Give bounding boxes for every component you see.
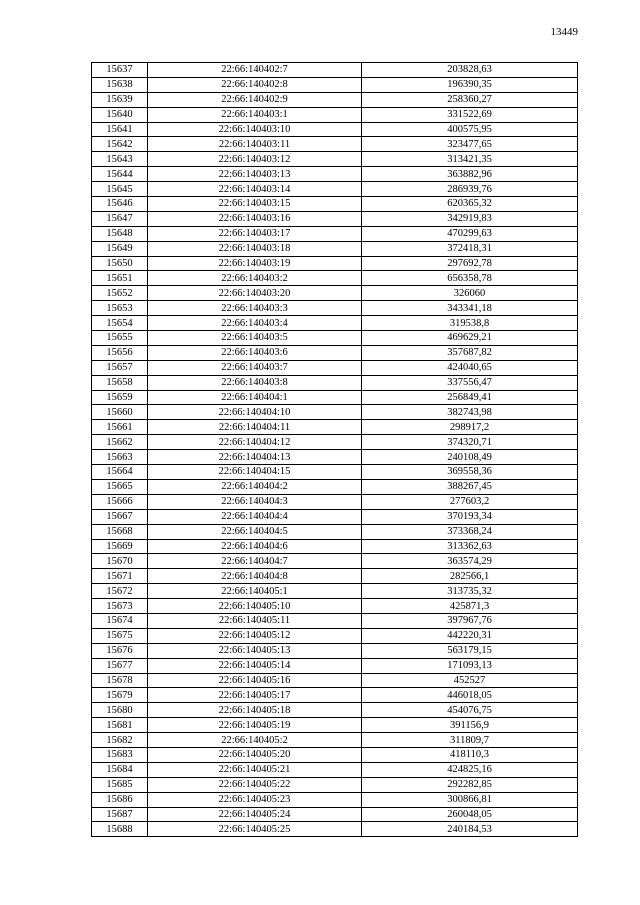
- cell-code: 22:66:140405:12: [148, 628, 362, 643]
- cell-code: 22:66:140404:13: [148, 450, 362, 465]
- cell-id: 15657: [92, 360, 148, 375]
- cell-id: 15684: [92, 762, 148, 777]
- table-row: [92, 658, 578, 673]
- cell-code: 22:66:140405:2: [148, 733, 362, 748]
- cell-code: 22:66:140405:10: [148, 599, 362, 614]
- cell-id: 15669: [92, 539, 148, 554]
- cell-value: 286939,76: [362, 182, 578, 197]
- cell-id: 15659: [92, 390, 148, 405]
- cell-value: 620365,32: [362, 197, 578, 212]
- cell-id: 15679: [92, 688, 148, 703]
- cell-value: 342919,83: [362, 211, 578, 226]
- cell-id: 15673: [92, 599, 148, 614]
- cell-id: 15644: [92, 167, 148, 182]
- cell-value: 370193,34: [362, 509, 578, 524]
- table-row: [92, 152, 578, 167]
- cell-id: 15647: [92, 211, 148, 226]
- table-row: [92, 628, 578, 643]
- cell-code: 22:66:140403:8: [148, 375, 362, 390]
- cell-id: 15670: [92, 554, 148, 569]
- cell-code: 22:66:140405:16: [148, 673, 362, 688]
- cell-code: 22:66:140405:21: [148, 762, 362, 777]
- cell-code: 22:66:140403:17: [148, 226, 362, 241]
- table-row: [92, 63, 578, 78]
- table-row: [92, 762, 578, 777]
- cell-code: 22:66:140403:3: [148, 301, 362, 316]
- cell-value: 656358,78: [362, 271, 578, 286]
- cell-id: 15662: [92, 435, 148, 450]
- table-row: [92, 524, 578, 539]
- cell-code: 22:66:140405:22: [148, 777, 362, 792]
- table-body: [92, 63, 578, 837]
- cell-id: 15667: [92, 509, 148, 524]
- table-row: [92, 241, 578, 256]
- cell-value: 311809,7: [362, 733, 578, 748]
- cell-value: 369558,36: [362, 465, 578, 480]
- cell-value: 400575,95: [362, 122, 578, 137]
- cell-id: 15651: [92, 271, 148, 286]
- cell-id: 15663: [92, 450, 148, 465]
- cell-id: 15641: [92, 122, 148, 137]
- table-row: [92, 345, 578, 360]
- cell-id: 15685: [92, 777, 148, 792]
- cell-value: 300866,81: [362, 792, 578, 807]
- cell-value: 452527: [362, 673, 578, 688]
- cell-id: 15681: [92, 718, 148, 733]
- table-row: [92, 733, 578, 748]
- cell-code: 22:66:140403:16: [148, 211, 362, 226]
- cell-value: 240184,53: [362, 822, 578, 837]
- cell-value: 292282,85: [362, 777, 578, 792]
- table-row: [92, 122, 578, 137]
- table-row: [92, 479, 578, 494]
- cell-id: 15638: [92, 77, 148, 92]
- cell-code: 22:66:140403:4: [148, 316, 362, 331]
- cell-code: 22:66:140404:6: [148, 539, 362, 554]
- cell-id: 15665: [92, 479, 148, 494]
- cell-id: 15637: [92, 63, 148, 78]
- cell-value: 563179,15: [362, 643, 578, 658]
- cell-code: 22:66:140404:11: [148, 420, 362, 435]
- cell-code: 22:66:140404:7: [148, 554, 362, 569]
- cell-code: 22:66:140404:10: [148, 405, 362, 420]
- cell-value: 323477,65: [362, 137, 578, 152]
- cell-id: 15648: [92, 226, 148, 241]
- table-row: [92, 197, 578, 212]
- cell-id: 15650: [92, 256, 148, 271]
- table-row: [92, 494, 578, 509]
- cell-id: 15655: [92, 331, 148, 346]
- cell-value: 382743,98: [362, 405, 578, 420]
- cell-value: 343341,18: [362, 301, 578, 316]
- cell-value: 282566,1: [362, 569, 578, 584]
- table-row: [92, 792, 578, 807]
- cell-value: 373368,24: [362, 524, 578, 539]
- cell-code: 22:66:140405:25: [148, 822, 362, 837]
- table-row: [92, 420, 578, 435]
- table-row: [92, 718, 578, 733]
- table-row: [92, 331, 578, 346]
- cell-value: 326060: [362, 286, 578, 301]
- table-row: [92, 256, 578, 271]
- cell-value: 331522,69: [362, 107, 578, 122]
- cell-id: 15678: [92, 673, 148, 688]
- cell-code: 22:66:140403:14: [148, 182, 362, 197]
- cell-code: 22:66:140404:2: [148, 479, 362, 494]
- cell-value: 454076,75: [362, 703, 578, 718]
- cell-value: 388267,45: [362, 479, 578, 494]
- cell-value: 171093,13: [362, 658, 578, 673]
- cell-value: 196390,35: [362, 77, 578, 92]
- cell-code: 22:66:140403:7: [148, 360, 362, 375]
- cell-code: 22:66:140405:14: [148, 658, 362, 673]
- cell-id: 15677: [92, 658, 148, 673]
- cell-value: 424040,65: [362, 360, 578, 375]
- table-row: [92, 613, 578, 628]
- cell-code: 22:66:140403:6: [148, 345, 362, 360]
- cell-id: 15658: [92, 375, 148, 390]
- table-row: [92, 137, 578, 152]
- cell-code: 22:66:140405:23: [148, 792, 362, 807]
- cell-id: 15672: [92, 584, 148, 599]
- cell-code: 22:66:140404:3: [148, 494, 362, 509]
- cell-id: 15660: [92, 405, 148, 420]
- cell-code: 22:66:140404:15: [148, 465, 362, 480]
- table-row: [92, 777, 578, 792]
- table-row: [92, 360, 578, 375]
- table-row: [92, 465, 578, 480]
- table-row: [92, 509, 578, 524]
- table-row: [92, 77, 578, 92]
- cell-code: 22:66:140405:11: [148, 613, 362, 628]
- cell-value: 469629,21: [362, 331, 578, 346]
- cell-value: 313735,32: [362, 584, 578, 599]
- cell-value: 240108,49: [362, 450, 578, 465]
- cell-value: 397967,76: [362, 613, 578, 628]
- cell-id: 15687: [92, 807, 148, 822]
- cell-id: 15676: [92, 643, 148, 658]
- cell-value: 363574,29: [362, 554, 578, 569]
- cell-code: 22:66:140403:11: [148, 137, 362, 152]
- cell-code: 22:66:140405:1: [148, 584, 362, 599]
- cell-value: 203828,63: [362, 63, 578, 78]
- cell-code: 22:66:140403:15: [148, 197, 362, 212]
- cell-code: 22:66:140404:5: [148, 524, 362, 539]
- cell-code: 22:66:140403:12: [148, 152, 362, 167]
- table-row: [92, 390, 578, 405]
- cell-code: 22:66:140405:18: [148, 703, 362, 718]
- cell-id: 15640: [92, 107, 148, 122]
- cell-value: 363882,96: [362, 167, 578, 182]
- cell-id: 15668: [92, 524, 148, 539]
- table-row: [92, 167, 578, 182]
- cell-value: 374320,71: [362, 435, 578, 450]
- table-row: [92, 182, 578, 197]
- cell-value: 337556,47: [362, 375, 578, 390]
- table-row: [92, 375, 578, 390]
- cell-code: 22:66:140403:2: [148, 271, 362, 286]
- cell-id: 15654: [92, 316, 148, 331]
- cell-id: 15642: [92, 137, 148, 152]
- data-table: [91, 62, 578, 837]
- cell-value: 313362,63: [362, 539, 578, 554]
- cell-value: 298917,2: [362, 420, 578, 435]
- table-row: [92, 226, 578, 241]
- cell-code: 22:66:140403:13: [148, 167, 362, 182]
- cell-code: 22:66:140403:19: [148, 256, 362, 271]
- cell-code: 22:66:140405:20: [148, 747, 362, 762]
- cell-id: 15661: [92, 420, 148, 435]
- cell-value: 418110,3: [362, 747, 578, 762]
- table-row: [92, 688, 578, 703]
- cell-id: 15688: [92, 822, 148, 837]
- table-row: [92, 673, 578, 688]
- cell-id: 15682: [92, 733, 148, 748]
- cell-value: 391156,9: [362, 718, 578, 733]
- cell-code: 22:66:140403:20: [148, 286, 362, 301]
- cell-code: 22:66:140402:8: [148, 77, 362, 92]
- cell-id: 15645: [92, 182, 148, 197]
- cell-id: 15652: [92, 286, 148, 301]
- table-row: [92, 211, 578, 226]
- table-row: [92, 539, 578, 554]
- table-row: [92, 807, 578, 822]
- table-row: [92, 301, 578, 316]
- table-row: [92, 822, 578, 837]
- cell-value: 277603,2: [362, 494, 578, 509]
- table-row: [92, 435, 578, 450]
- table-row: [92, 599, 578, 614]
- cell-code: 22:66:140404:4: [148, 509, 362, 524]
- cell-value: 313421,35: [362, 152, 578, 167]
- cell-id: 15639: [92, 92, 148, 107]
- cell-code: 22:66:140404:12: [148, 435, 362, 450]
- table-row: [92, 316, 578, 331]
- cell-code: 22:66:140405:24: [148, 807, 362, 822]
- cell-id: 15656: [92, 345, 148, 360]
- cell-code: 22:66:140402:7: [148, 63, 362, 78]
- cell-value: 319538,8: [362, 316, 578, 331]
- cell-id: 15686: [92, 792, 148, 807]
- cell-value: 442220,31: [362, 628, 578, 643]
- cell-id: 15671: [92, 569, 148, 584]
- cell-value: 470299,63: [362, 226, 578, 241]
- cell-id: 15646: [92, 197, 148, 212]
- cell-id: 15664: [92, 465, 148, 480]
- cell-value: 258360,27: [362, 92, 578, 107]
- cell-id: 15643: [92, 152, 148, 167]
- cell-id: 15675: [92, 628, 148, 643]
- cell-value: 256849,41: [362, 390, 578, 405]
- table-row: [92, 569, 578, 584]
- table-row: [92, 107, 578, 122]
- table-row: [92, 450, 578, 465]
- cell-code: 22:66:140404:8: [148, 569, 362, 584]
- cell-id: 15653: [92, 301, 148, 316]
- cell-id: 15649: [92, 241, 148, 256]
- cell-value: 297692,78: [362, 256, 578, 271]
- cell-code: 22:66:140404:1: [148, 390, 362, 405]
- cell-code: 22:66:140403:5: [148, 331, 362, 346]
- cell-value: 424825,16: [362, 762, 578, 777]
- table-row: [92, 405, 578, 420]
- cell-code: 22:66:140403:1: [148, 107, 362, 122]
- cell-code: 22:66:140402:9: [148, 92, 362, 107]
- cell-code: 22:66:140405:17: [148, 688, 362, 703]
- cell-id: 15683: [92, 747, 148, 762]
- cell-code: 22:66:140403:18: [148, 241, 362, 256]
- cell-value: 260048,05: [362, 807, 578, 822]
- cell-code: 22:66:140405:19: [148, 718, 362, 733]
- cell-value: 425871,3: [362, 599, 578, 614]
- cell-id: 15666: [92, 494, 148, 509]
- cell-code: 22:66:140403:10: [148, 122, 362, 137]
- table-row: [92, 584, 578, 599]
- cell-id: 15680: [92, 703, 148, 718]
- cell-value: 372418,31: [362, 241, 578, 256]
- page-number: 13449: [550, 26, 578, 38]
- table-row: [92, 271, 578, 286]
- table-row: [92, 286, 578, 301]
- cell-code: 22:66:140405:13: [148, 643, 362, 658]
- table-row: [92, 703, 578, 718]
- cell-value: 357687,82: [362, 345, 578, 360]
- table-row: [92, 554, 578, 569]
- table-row: [92, 92, 578, 107]
- table-row: [92, 643, 578, 658]
- table-row: [92, 747, 578, 762]
- cell-id: 15674: [92, 613, 148, 628]
- cell-value: 446018,05: [362, 688, 578, 703]
